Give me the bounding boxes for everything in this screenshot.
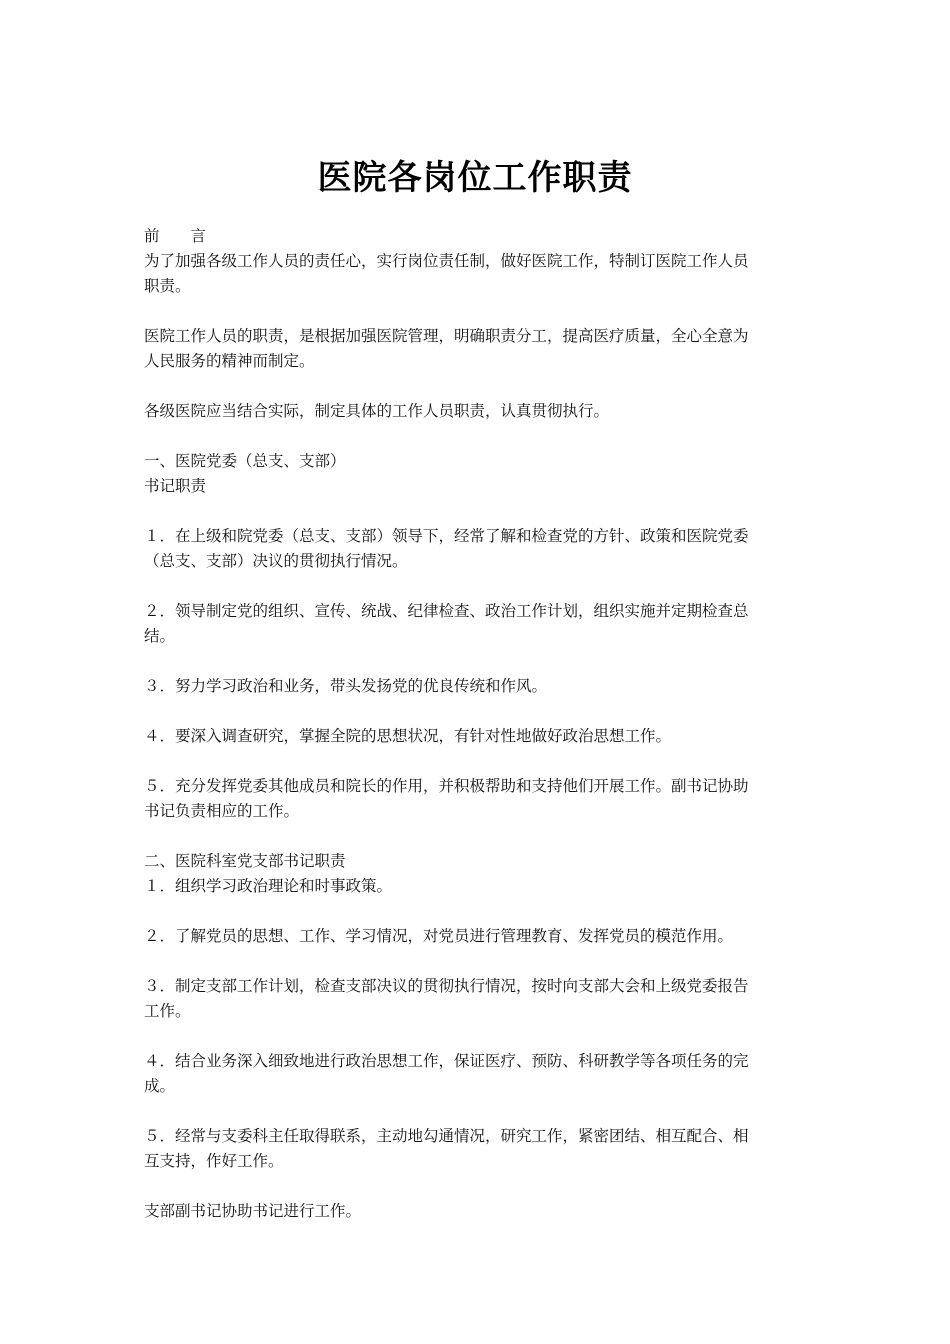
text-line: １．在上级和院党委（总支、支部）领导下，经常了解和检查党的方针、政策和医院党委 xyxy=(144,527,749,545)
section2-heading-block xyxy=(144,849,814,874)
text-line: ４．结合业务深入细致地进行政治思想工作，保证医疗、预防、科研教学等各项任务的完 xyxy=(144,1052,749,1070)
section1-item-2 xyxy=(144,599,814,649)
preface-heading-block xyxy=(144,224,814,249)
section1-item-5 xyxy=(144,774,814,824)
section2-item-4 xyxy=(144,1049,814,1099)
text-line: ３．制定支部工作计划，检查支部决议的贯彻执行情况，按时向支部大会和上级党委报告 xyxy=(144,977,749,995)
text-line: ４．要深入调查研究，掌握全院的思想状况，有针对性地做好政治思想工作。 xyxy=(144,727,672,745)
text-line: 书记负责相应的工作。 xyxy=(144,802,300,820)
section2-closing xyxy=(144,1199,814,1224)
text-line: 互支持，作好工作。 xyxy=(144,1152,284,1170)
section2-heading: 二、医院科室党支部书记职责 xyxy=(144,852,346,870)
text-line: ２．了解党员的思想、工作、学习情况，对党员进行管理教育、发挥党员的模范作用。 xyxy=(144,927,734,945)
text-line: （总支、支部）决议的贯彻执行情况。 xyxy=(144,552,408,570)
text-line: 职责。 xyxy=(144,277,191,295)
text-line: 结。 xyxy=(144,627,176,645)
section1-item-3 xyxy=(144,674,814,699)
section1-heading: 一、医院党委（总支、支部） xyxy=(144,452,346,470)
intro-paragraph-1 xyxy=(144,249,814,299)
document-body xyxy=(144,224,814,1224)
text-line: 为了加强各级工作人员的责任心，实行岗位责任制，做好医院工作，特制订医院工作人员 xyxy=(144,252,749,270)
text-line: 成。 xyxy=(144,1077,176,1095)
text-line: ５．充分发挥党委其他成员和院长的作用，并积极帮助和支持他们开展工作。副书记协助 xyxy=(144,777,749,795)
text-line: 工作。 xyxy=(144,1002,191,1020)
text-line: ３．努力学习政治和业务，带头发扬党的优良传统和作风。 xyxy=(144,677,548,695)
section2-item-2 xyxy=(144,924,814,949)
text-line: ２．领导制定党的组织、宣传、统战、纪律检查、政治工作计划，组织实施并定期检查总 xyxy=(144,602,749,620)
text-line: ５．经常与支委科主任取得联系，主动地勾通情况，研究工作，紧密团结、相互配合、相 xyxy=(144,1127,749,1145)
intro-paragraph-3 xyxy=(144,399,814,424)
section1-subheading: 书记职责 xyxy=(144,477,207,495)
text-line: 医院工作人员的职责，是根据加强医院管理，明确职责分工，提高医疗质量，全心全意为 xyxy=(144,327,749,345)
section1-headings xyxy=(144,449,814,499)
section2-item-1 xyxy=(144,874,814,899)
section2-item-5 xyxy=(144,1124,814,1174)
section1-item-4 xyxy=(144,724,814,749)
text-line: １．组织学习政治理论和时事政策。 xyxy=(144,877,393,895)
intro-paragraph-2 xyxy=(144,324,814,374)
section2-item-3 xyxy=(144,974,814,1024)
document-title: 医院各岗位工作职责 xyxy=(317,158,633,198)
text-line: 人民服务的精神而制定。 xyxy=(144,352,315,370)
text-line: 各级医院应当结合实际，制定具体的工作人员职责，认真贯彻执行。 xyxy=(144,402,610,420)
section1-item-1 xyxy=(144,524,814,574)
closing-line: 支部副书记协助书记进行工作。 xyxy=(144,1202,362,1220)
preface-heading: 前 言 xyxy=(144,227,207,245)
